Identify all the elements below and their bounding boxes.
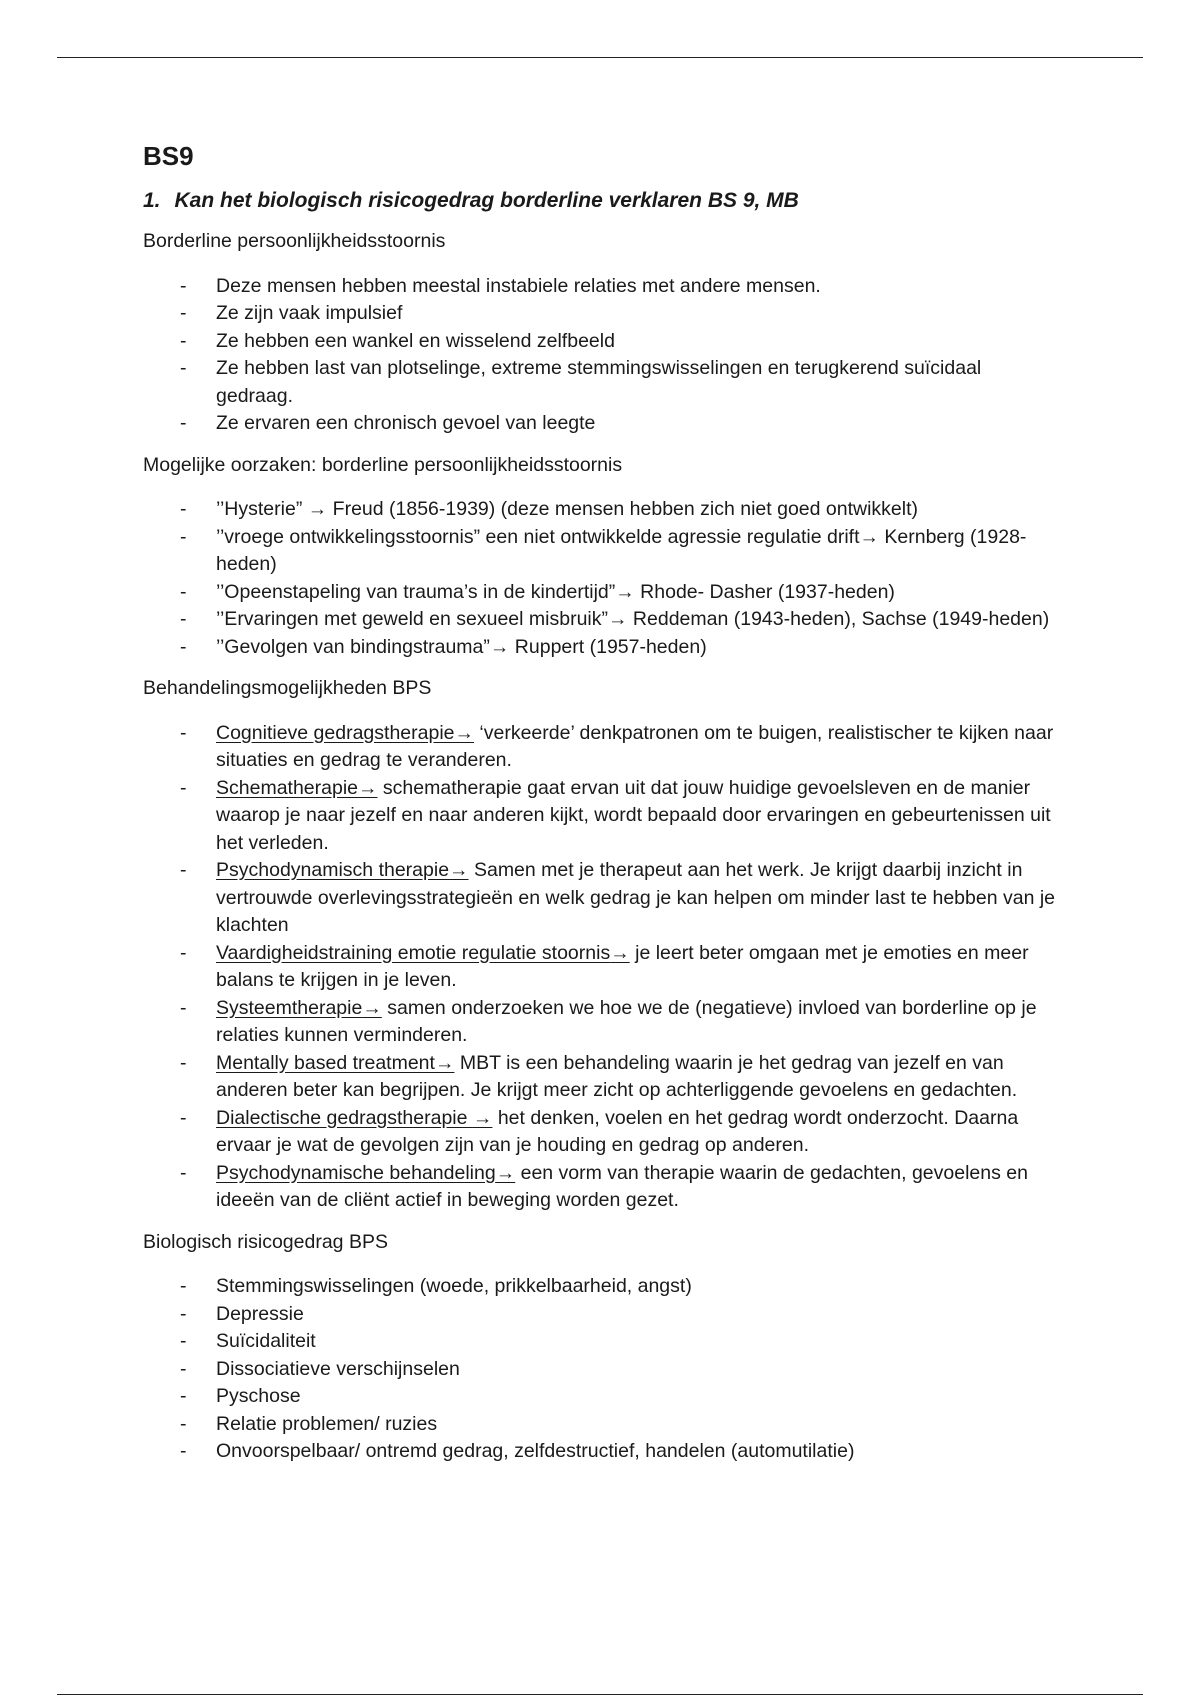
list-item-text: Dissociatieve verschijnselen: [216, 1357, 460, 1380]
arrow-icon: →: [495, 1161, 516, 1184]
question-text: Kan het biologisch risicogedrag borderline verklaren BS 9, MB: [174, 189, 799, 212]
list-item: [143, 496, 1063, 524]
list-item: [143, 1328, 1063, 1356]
arrow-icon: →: [859, 525, 879, 548]
treatment-term-text: Schematherapie: [216, 776, 359, 799]
cause-quote: ’’vroege ontwikkelingsstoornis” een niet ontwikkelde agressie regulatie drift: [216, 525, 860, 548]
list-item-text: Ze ervaren een chronisch gevoel van leegte: [216, 412, 596, 434]
cause-quote: ’’Gevolgen van bindingstrauma”: [216, 635, 490, 658]
treatment-description: Samen met je therapeut aan het werk. Je krijgt daarbij inzicht in vertrouwde overlevingsstrategieën en welk gedrag je kan helpen om minder last te hebben van je klachten: [216, 859, 1056, 936]
list-item: [143, 1383, 1063, 1411]
dash-bullet: -: [180, 580, 187, 603]
list-item-text: Ze zijn vaak impulsief: [216, 302, 403, 324]
dash-bullet: -: [180, 1440, 187, 1462]
treatment-description: een vorm van therapie waarin de gedachten, gevoelens en ideeën van de cliënt actief in beweging worden gezet.: [216, 1161, 1028, 1211]
question-number: 1.: [143, 189, 161, 212]
dash-bullet: -: [180, 941, 187, 964]
list-item: [143, 995, 1063, 1050]
dash-bullet: -: [180, 996, 187, 1019]
list-item: [143, 328, 1063, 356]
list-item-text: Ze hebben last van plotselinge, extreme stemmingswisselingen en terugkerend suïcidaal gedraag.: [216, 357, 982, 407]
section-heading-risk: Biologisch risicogedrag BPS: [143, 1230, 388, 1253]
treatment-term: [216, 942, 630, 964]
treatment-term: [216, 1052, 454, 1074]
treatment-description: schematherapie gaat ervan uit dat jouw huidige gevoelsleven en de manier waarop je naar jezelf en naar anderen kijkt, wordt bepaald door ervaringen en gebeurtenissen uit het verleden.: [216, 776, 1051, 854]
treatment-term-text: Dialectische gedragstherapie: [216, 1106, 473, 1129]
section-heading-bps: Borderline persoonlijkheidsstoornis: [143, 230, 446, 252]
dash-bullet: -: [180, 412, 187, 434]
causes-list: [143, 496, 1063, 661]
dash-bullet: -: [180, 1330, 187, 1352]
dash-bullet: -: [180, 525, 187, 548]
list-item: [143, 1411, 1063, 1439]
treatment-term-text: Vaardigheidstraining emotie regulatie stoornis: [216, 941, 611, 964]
cause-author: Reddeman (1943-heden), Sachse (1949-heden): [627, 608, 1050, 630]
list-item: [143, 775, 1063, 858]
list-item: [143, 410, 1063, 438]
dash-bullet: -: [180, 1161, 187, 1184]
treatment-description: ‘verkeerde’ denkpatronen om te buigen, realistischer te kijken naar situaties en gedrag te veranderen.: [216, 721, 1054, 771]
footer-rule: [57, 1694, 1143, 1695]
dash-bullet: -: [180, 635, 187, 658]
list-item-text: Suïcidaliteit: [216, 1330, 316, 1352]
treatment-description: je leert beter omgaan met je emoties en meer balans te krijgen in je leven.: [216, 941, 1029, 991]
list-item: [143, 1356, 1063, 1384]
arrow-icon: →: [472, 1106, 493, 1129]
dash-bullet: -: [180, 274, 187, 297]
risk-behaviour-list: [143, 1273, 1063, 1466]
dash-bullet: -: [180, 329, 187, 352]
list-item: [143, 857, 1063, 940]
treatment-term: [216, 859, 469, 881]
dash-bullet: -: [180, 776, 187, 799]
list-item: [143, 1273, 1063, 1301]
list-item: [143, 634, 1063, 662]
question-heading: [143, 188, 1063, 214]
arrow-icon: →: [358, 776, 378, 799]
dash-bullet: -: [180, 1051, 187, 1074]
dash-bullet: -: [180, 1106, 187, 1129]
treatment-term: [216, 1107, 492, 1129]
header-rule: [57, 57, 1143, 58]
list-item: [143, 273, 1063, 301]
bps-traits-list: [143, 273, 1063, 438]
list-item-text: Onvoorspelbaar/ ontremd gedrag, zelfdestructief, handelen (automutilatie): [216, 1440, 855, 1462]
dash-bullet: -: [180, 1357, 187, 1380]
dash-bullet: -: [180, 357, 187, 379]
list-item-text: Relatie problemen/ ruzies: [216, 1412, 438, 1435]
cause-author: Rhode- Dasher (1937-heden): [634, 580, 895, 603]
list-item: [143, 1438, 1063, 1466]
cause-author: Ruppert (1957-heden): [509, 635, 707, 658]
arrow-icon: →: [307, 498, 328, 520]
cause-quote: ’’Hysterie”: [216, 498, 308, 520]
dash-bullet: -: [180, 1275, 187, 1297]
list-item: [143, 606, 1063, 634]
dash-bullet: -: [180, 721, 187, 744]
dash-bullet: -: [180, 1412, 187, 1435]
list-item-text: Pyschose: [216, 1385, 301, 1407]
dash-bullet: -: [180, 859, 187, 881]
list-item: [143, 940, 1063, 995]
list-item: [143, 524, 1063, 579]
treatment-description: het denken, voelen en het gedrag wordt onderzocht. Daarna ervaar je wat de gevolgen zijn van je houding en gedrag op anderen.: [216, 1106, 1019, 1156]
list-item: [143, 300, 1063, 328]
arrow-icon: →: [610, 941, 630, 964]
treatment-term: [216, 997, 382, 1019]
arrow-icon: →: [489, 635, 510, 658]
dash-bullet: -: [180, 1302, 187, 1325]
treatment-term-text: Psychodynamisch therapie: [216, 859, 450, 881]
dash-bullet: -: [180, 608, 187, 630]
cause-author: Freud (1856-1939) (deze mensen hebben zich niet goed ontwikkelt): [327, 498, 919, 520]
treatment-term: [216, 1162, 515, 1184]
treatment-description: samen onderzoeken we hoe we de (negatieve) invloed van borderline op je relaties kunnen verminderen.: [216, 996, 1037, 1046]
list-item: [143, 720, 1063, 775]
arrow-icon: →: [608, 608, 628, 630]
treatment-term-text: Systeemtherapie: [216, 996, 363, 1019]
treatment-term: [216, 722, 474, 744]
section-heading-treatments: Behandelingsmogelijkheden BPS: [143, 677, 432, 699]
list-item: [143, 1105, 1063, 1160]
treatment-term-text: Cognitieve gedragstherapie: [216, 721, 455, 744]
document-body: [143, 140, 1063, 1480]
document-title: BS9: [143, 141, 194, 171]
cause-author: Kernberg (1928-heden): [216, 525, 1027, 575]
dash-bullet: -: [180, 498, 187, 520]
list-item-text: Deze mensen hebben meestal instabiele relaties met andere mensen.: [216, 274, 821, 297]
arrow-icon: →: [615, 580, 635, 603]
treatments-list: [143, 720, 1063, 1215]
list-item-text: Ze hebben een wankel en wisselend zelfbeeld: [216, 329, 615, 352]
list-item-text: Depressie: [216, 1302, 304, 1325]
section-heading-causes: Mogelijke oorzaken: borderline persoonlijkheidsstoornis: [143, 453, 623, 476]
arrow-icon: →: [434, 1051, 455, 1074]
treatment-term: [216, 777, 378, 799]
dash-bullet: -: [180, 302, 187, 324]
treatment-description: MBT is een behandeling waarin je het gedrag van jezelf en van anderen beter kan begrijpen. Je krijgt meer zicht op achterliggende gevoelens en gedachten.: [216, 1051, 1018, 1101]
treatment-term-text: Psychodynamische behandeling: [216, 1161, 496, 1184]
list-item-text: Stemmingswisselingen (woede, prikkelbaarheid, angst): [216, 1275, 692, 1297]
list-item: [143, 1050, 1063, 1105]
list-item: [143, 579, 1063, 607]
dash-bullet: -: [180, 1385, 187, 1407]
arrow-icon: →: [362, 996, 382, 1019]
arrow-icon: →: [449, 859, 469, 881]
list-item: [143, 1301, 1063, 1329]
list-item: [143, 355, 1063, 410]
list-item: [143, 1160, 1063, 1215]
cause-quote: ’’Ervaringen met geweld en sexueel misbruik”: [216, 608, 608, 630]
arrow-icon: →: [454, 721, 474, 744]
cause-quote: ’’Opeenstapeling van trauma’s in de kindertijd”: [216, 580, 616, 603]
treatment-term-text: Mentally based treatment: [216, 1051, 435, 1074]
